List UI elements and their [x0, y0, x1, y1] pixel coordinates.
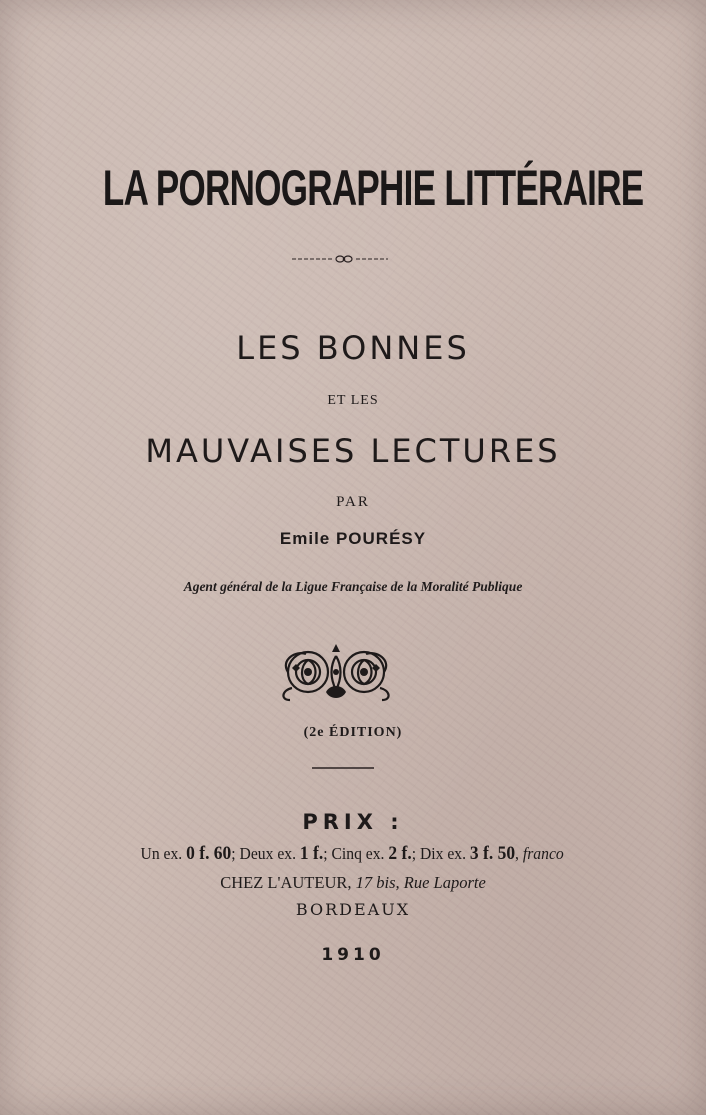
publisher-line [0, 872, 706, 894]
main-title: LA PORNOGRAPHIE LITTÉRAIRE [102, 160, 644, 216]
price-postage: franco [522, 844, 564, 863]
publisher-at-author: CHEZ L'AUTEUR, [220, 873, 352, 892]
title-divider-icon [0, 252, 706, 266]
price-two-label: ; Deux ex. [231, 844, 296, 863]
price-five-label: ; Cinq ex. [323, 844, 385, 863]
author-name: Emile POURÉSY [279, 529, 427, 548]
edition-label: (2e ÉDITION) [303, 725, 403, 740]
by-label: PAR [336, 494, 370, 510]
price-ten-value: 3 f. 50 [469, 843, 516, 864]
subtitle-line-2: ET LES [327, 393, 379, 408]
author-role: Agent général de la Ligue Française de la Moralité Publique [183, 579, 523, 594]
subtitle-line-3: MAUVAISES LECTURES [145, 432, 561, 470]
price-details: Un ex. 0 f. 60; Deux ex. 1 f.; Cinq ex. 2 f.; Dix ex. 3 f. 50, franco [140, 843, 564, 864]
price-one-label: Un ex. [140, 844, 183, 863]
publication-year: 1910 [321, 945, 385, 965]
price-label: PRIX : [302, 810, 404, 834]
publisher-city: BORDEAUX [295, 900, 411, 919]
floral-vignette-icon [0, 644, 706, 704]
price-one-value: 0 f. 60 [186, 843, 232, 864]
price-two-value: 1 f. [299, 843, 324, 864]
publisher-address: 17 bis, Rue Laporte [355, 873, 486, 892]
price-ten-label: ; Dix ex. [411, 844, 466, 863]
edition-rule-icon [0, 758, 706, 764]
price-five-value: 2 f. [388, 843, 412, 864]
subtitle-line-1: LES BONNES [236, 329, 470, 367]
